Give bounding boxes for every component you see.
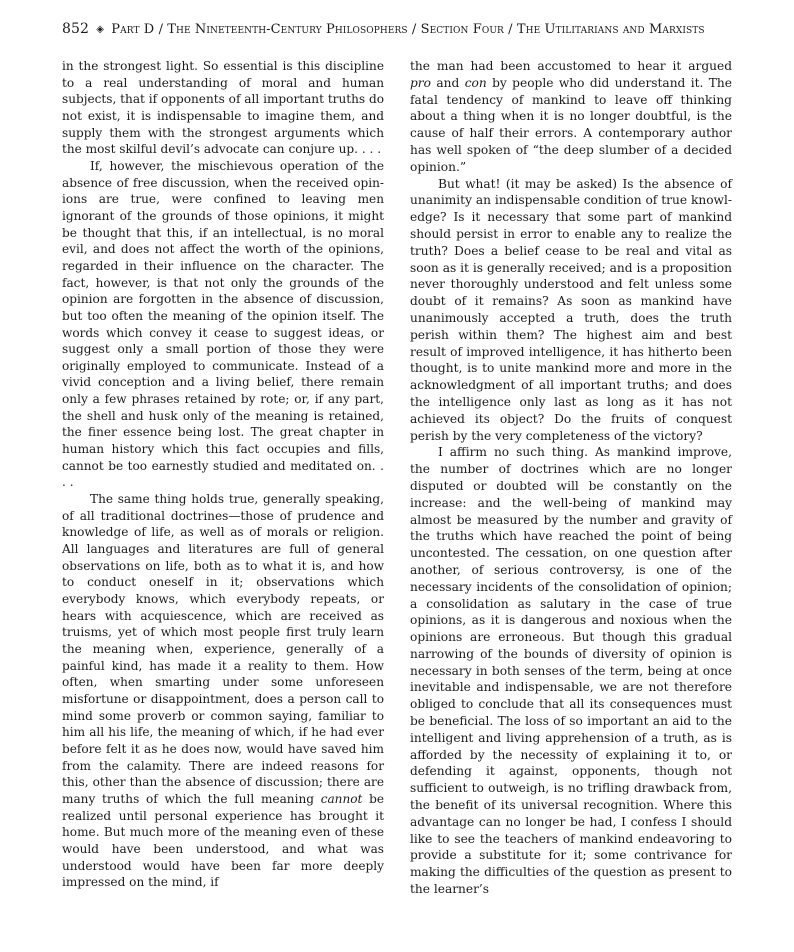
paragraph: in the strongest light. So essential is this discipline to a real understanding of moral and human subjects, that if opponents of all important truths do not exist, it is indispensable to imagine them, and supply them with the strongest arguments which the most skilful devil’s advocate can conjure up. . . . <box>62 59 384 157</box>
emphasis-text: pro <box>410 75 431 90</box>
diamond-icon: ◈ <box>96 24 105 35</box>
paragraph-text: by people who did understand it. The fatal tendency of mankind to leave off thinking about a thing when it is no longer doubtful, is the cause of half their errors. A contemporary author has well spoken of “the deep slumber of a decided opinion.” <box>410 75 732 174</box>
header-separator: / <box>158 22 164 37</box>
part-label: Part D <box>111 22 155 37</box>
paragraph-text: the man had been accustomed to hear it argued <box>410 59 732 73</box>
paragraph-text: The same thing holds true, generally speaking, of all traditional doctrines—those of prudence and knowledge of life, as well as of morals or religion. All languages and literatures are full of general observations on life, both as to what it is, and how to conduct oneself in it; observations which everybody knows, which everybody repeats, or hears with acquiescence, which are received as truisms, yet of which most people first truly learn the meaning when, experience, generally of a painful kind, has made it a reality to them. How often, when smarting under some unforeseen misfortune or disappointment, does a person call to mind some proverb or common saying, familiar to him all his life, the meaning of which, if he had ever before felt it as he does now, would have saved him from the calamity. There are indeed reasons for this, other than the absence of discussion; there are many truths of which the full meaning <box>62 492 384 806</box>
paragraph-text: and <box>430 75 465 90</box>
paragraph-text: be realized until personal experience has brought it home. But much more of the meaning even of these would have been understood, and what was understood would have been far more deeply impressed on the mind, if <box>62 791 384 890</box>
header-separator: / <box>411 22 417 37</box>
paragraph: If, however, the mischievous operation of the absence of free discussion, when the received opinions are true, were confined to leaving men ignorant of the grounds of those opinions, it might be thought that this, if an intellectual, is no moral evil, and does not affect the worth of the opinions, regarded in their influence on the character. The fact, however, is that not only the grounds of the opinion are forgotten in the absence of discussion, but too often the meaning of the opinion itself. The words which convey it cease to suggest ideas, or suggest only a small portion of those they were originally employed to communicate. Instead of a vivid conception and a living belief, there remain only a few phrases retained by rote; or, if any part, the shell and husk only of the meaning is retained, the finer essence being lost. The great chapter in human history which this fact occupies and fills, cannot be too earnestly studied and meditated on. . . . <box>62 158 384 490</box>
paragraph: I affirm no such thing. As mankind improve, the number of doctrines which are no longer disputed or doubted will be constantly on the increase: and the well-being of mankind may almost be measured by the number and gravity of the truths which have reached the point of being uncontested. The cessation, on one question after another, of serious controversy, is one of the necessary incidents of the consolidation of opinion; a consolidation as salutary in the case of true opinions, as it is dangerous and noxious when the opinions are erroneous. But though this gradual narrowing of the bounds of diversity of opinion is necessary in both senses of the term, being at once inevitable and indispensable, we are not therefore obliged to conclude that all its consequences must be beneficial. The loss of so important an aid to the intelligent and living apprehension of a truth, as is afforded by the necessity of explaining it to, or defending it against, opponents, though not sufficient to outweigh, is no trifling drawback from, the benefit of its universal recognition. Where this advantage can no longer be had, I confess I should like to see the teachers of mankind endeavoring to provide a substitute for it; some contrivance for making the difficulties of the question as present to the learner’s <box>410 445 732 897</box>
section-label: Section Four <box>420 22 504 37</box>
section-title: The Utilitarians and Marxists <box>516 22 705 37</box>
book-title: The Nineteenth-Century Philosophers <box>167 22 408 37</box>
left-column <box>62 58 384 891</box>
header-separator: / <box>508 22 513 37</box>
paragraph: But what! (it may be asked) Is the absence of unanimity an indispensable condition of true knowledge? Is it necessary that some part of mankind should persist in error to enable any to realize the truth? Does a belief cease to be real and vital as soon as it is generally received; and is a proposition never thoroughly understood and felt unless some doubt of it remains? As soon as mankind have unanimously accepted a truth, does the truth perish within them? The highest aim and best result of improved intelligence, it has hitherto been thought, is to unite mankind more and more in the acknowledgment of all important truths; and does the intelligence only last as long as it has not achieved its object? Do the fruits of conquest perish by the very completeness of the victory? <box>410 176 732 443</box>
emphasis-text: con <box>464 75 487 90</box>
paragraph <box>62 491 384 891</box>
running-header <box>62 20 742 40</box>
right-column <box>410 58 732 898</box>
paragraph <box>410 58 732 176</box>
emphasis-text: cannot <box>320 791 363 806</box>
page-number: 852 <box>62 21 90 37</box>
